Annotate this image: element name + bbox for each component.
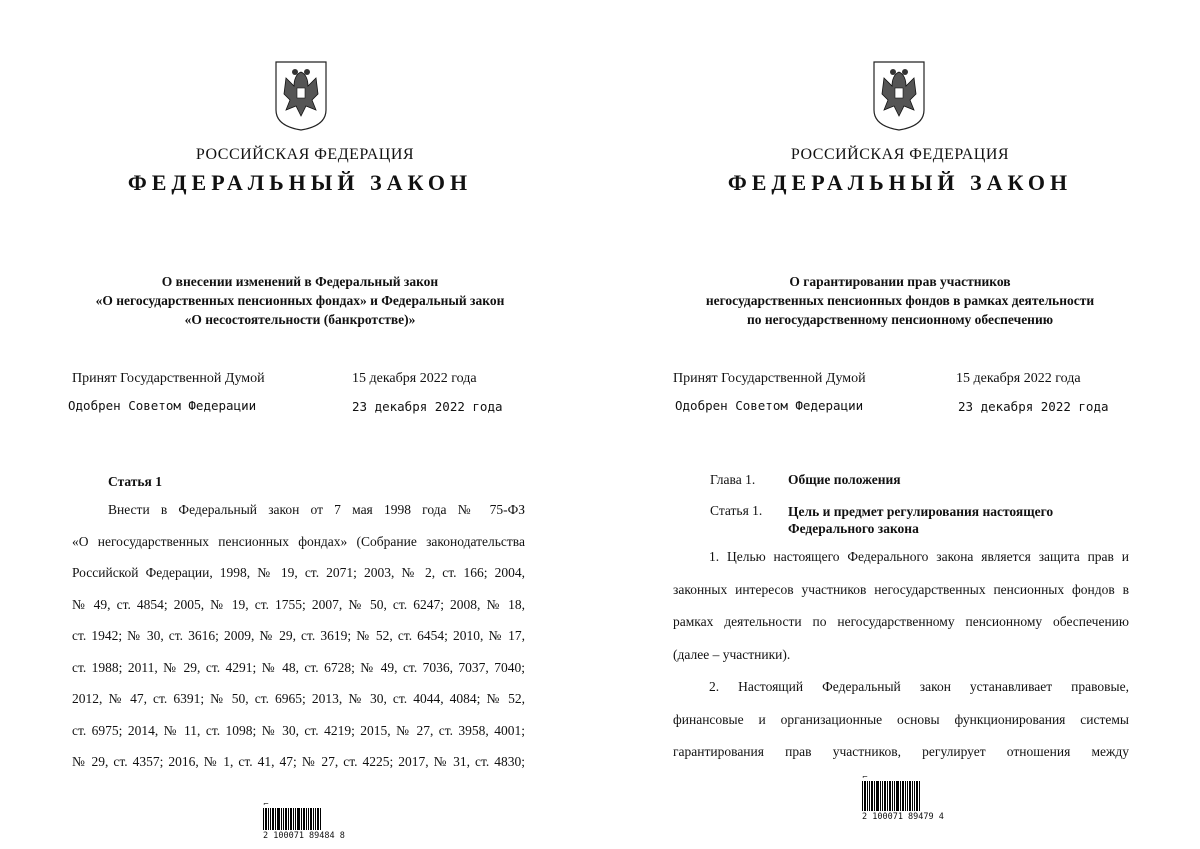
body-line: 1. Целью настоящего Федерального закона является защита прав и [709,549,1129,564]
body-line: ст. 6975; 2014, № 11, ст. 1098; № 30, ст. 4219; 2015, № 27, ст. 3958, 4001; [72,722,525,738]
body-line: № 29, ст. 4357; 2016, № 1, ст. 41, 47; № 27, ст. 4225; 2017, № 31, ст. 4830; [72,754,525,769]
body-line: № 49, ст. 4854; 2005, № 19, ст. 1755; 2007, № 50, ст. 6247; 2008, № 18, [72,596,525,612]
barcode [862,773,942,822]
chapter-title: Общие положения [788,472,901,487]
barcode-number: 2 100071 89484 8 [263,831,345,841]
subject-line: О гарантировании прав участников [789,274,1011,289]
article-body [72,494,525,778]
approved-date: 23 декабря 2022 года [352,399,503,414]
law-subject [600,272,1200,329]
article-title [788,503,1053,537]
body-line: (далее – участники). [673,646,791,662]
subject-line: по негосударственному пенсионному обеспечению [746,312,1054,327]
subject-line: негосударственных пенсионных фондов в рамках деятельности [705,293,1095,308]
law-title: ФЕДЕРАЛЬНЫЙ ЗАКОН [727,170,1073,195]
barcode-bars [263,808,343,830]
body-line: финансовые и организационные основы функционирования системы [673,711,1129,727]
article-title-line: Федерального закона [788,521,919,536]
body-line: 2. Настоящий Федеральный закон устанавливает правовые, [709,679,1129,694]
article-title-line: Цель и предмет регулирования настоящего [788,504,1054,519]
right-document-page [600,0,1200,849]
barcode-stamp-mark: ⌐ [862,773,868,781]
coat-of-arms-emblem [870,60,928,132]
adopted-label: Принят Государственной Думой [673,371,866,386]
coat-of-arms-emblem [272,60,330,132]
subject-line: «О несостоятельности (банкротстве)» [184,312,416,327]
adopted-date: 15 декабря 2022 года [352,371,477,386]
body-line: Российской Федерации, 1998, № 19, ст. 2071; 2003, № 2, ст. 166; 2004, [72,565,525,580]
article-body [673,541,1129,769]
body-line: ст. 1988; 2011, № 29, ст. 4291; № 48, ст. 6728; № 49, ст. 7036, 7037, 7040; [72,659,525,675]
barcode-number: 2 100071 89479 4 [862,812,944,822]
subject-line: «О негосударственных пенсионных фондах» и Федеральный закон [95,293,505,308]
approved-label: Одобрен Советом Федерации [68,398,257,413]
adopted-date: 15 декабря 2022 года [956,371,1081,386]
body-line: гарантирования прав участников, регулирует отношения между [673,744,1129,759]
barcode-stamp-mark: ⌐ [263,800,269,808]
approved-date: 23 декабря 2022 года [958,399,1109,414]
country-name: РОССИЙСКАЯ ФЕДЕРАЦИЯ [195,146,415,163]
body-line: Внести в Федеральный закон от 7 мая 1998 года № 75-ФЗ [108,502,525,517]
body-line: рамках деятельности по негосударственному пенсионному обеспечению [673,614,1129,629]
article-label: Статья 1. [710,503,763,518]
barcode-bars [862,781,942,811]
adopted-label: Принят Государственной Думой [72,371,265,386]
law-title: ФЕДЕРАЛЬНЫЙ ЗАКОН [127,170,473,195]
subject-line: О внесении изменений в Федеральный закон [161,274,439,289]
body-line: 2012, № 47, ст. 6391; № 50, ст. 6965; 2013, № 30, ст. 4044, 4084; № 52, [72,691,525,706]
barcode [263,800,343,841]
approved-label: Одобрен Советом Федерации [675,398,864,413]
body-line: законных интересов участников негосударственных пенсионных фондов в [673,581,1129,597]
country-name: РОССИЙСКАЯ ФЕДЕРАЦИЯ [790,146,1010,163]
law-subject [0,272,600,329]
chapter-label: Глава 1. [710,472,756,487]
body-line: ст. 1942; № 30, ст. 3616; 2009, № 29, ст. 3619; № 52, ст. 6454; 2010, № 17, [72,628,525,643]
body-line: «О негосударственных пенсионных фондах» (Собрание законодательства [72,533,525,549]
article-heading: Статья 1 [108,474,162,489]
